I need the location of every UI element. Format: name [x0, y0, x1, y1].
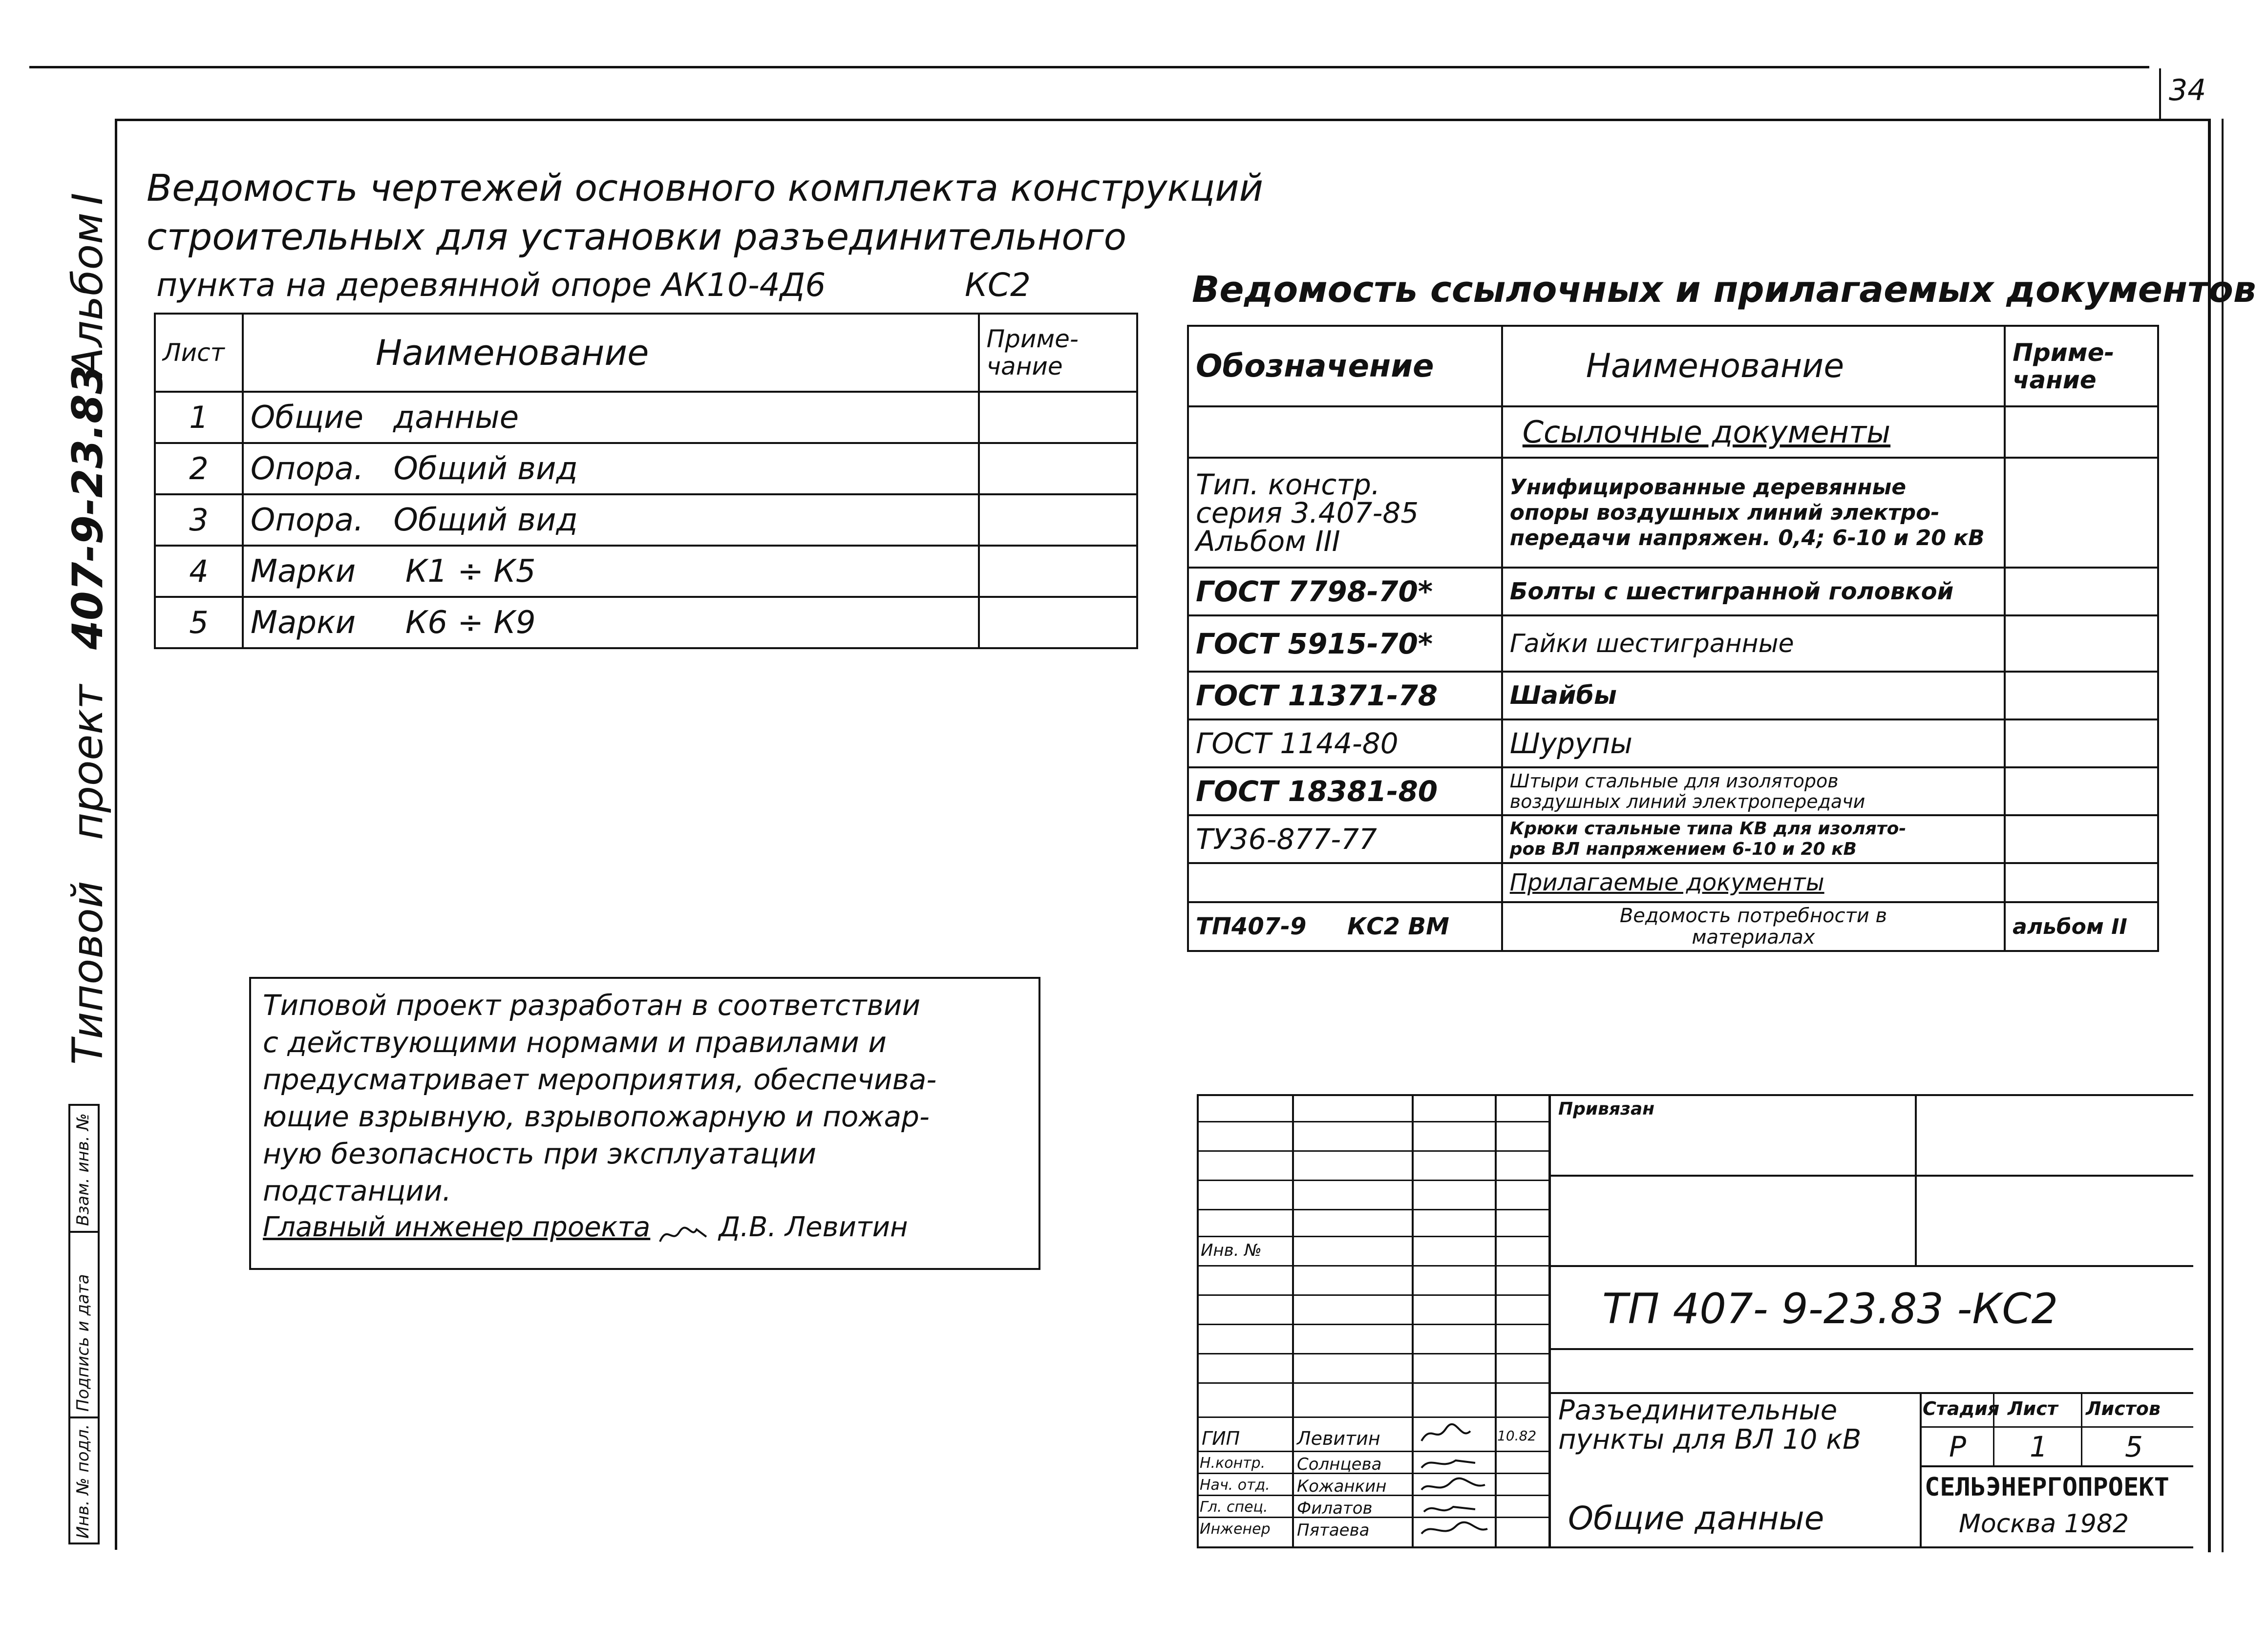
table-row: ТУ36-877-77 Крюки стальные типа КВ для изолято- ров ВЛ напряжением 6-10 и 20 кВ: [1188, 815, 2158, 863]
drawings-title-line3: пункта на деревянной опоре АК10-4Д6: [156, 266, 826, 304]
frame-left: [115, 119, 117, 1550]
drawings-header-note: Приме- чание: [979, 314, 1137, 392]
side-stamp-inv: Инв. № подл.: [73, 1424, 93, 1539]
staff-name: Солнцева: [1297, 1455, 1382, 1474]
sheets-header: Листов: [2086, 1398, 2161, 1419]
privyazan-label: Привязан: [1558, 1099, 1655, 1119]
table-row: ГОСТ 5915-70* Гайки шестигранные: [1188, 615, 2158, 672]
note-line: Типовой проект разработан в соответствии: [263, 989, 921, 1022]
staff-role: Гл. спец.: [1200, 1499, 1268, 1516]
section-ref-label: Ссылочные документы: [1502, 406, 2005, 458]
staff-role: Н.контр.: [1200, 1455, 1266, 1472]
staff-name: Левитин: [1297, 1428, 1380, 1449]
table-row: Тип. констр. серия 3.407-85 Альбом III Унифицированные деревянные опоры воздушных линий электро- передачи напряжен. 0,4; 6-10 и 20 кВ: [1188, 458, 2158, 568]
staff-role: ГИП: [1202, 1428, 1240, 1449]
stage-value: Р: [1949, 1430, 1966, 1463]
drawings-title-line2: строительных для установки разъединительного: [147, 215, 1127, 258]
table-row: ГОСТ 1144-80 Шурупы: [1188, 719, 2158, 767]
table-row: ТП407-9 КС2 ВМ Ведомость потребности в материалах альбом II: [1188, 902, 2158, 951]
side-label-part3: 407-9-23.83: [64, 365, 112, 650]
inv-no-label: Инв. №: [1201, 1241, 1262, 1260]
side-stamp-replace: Взам. инв. №: [73, 1113, 93, 1226]
table-row: 2 Опора. Общий вид: [155, 443, 1137, 494]
references-header-code: Обозначение: [1188, 326, 1502, 406]
page-number-divider: [2159, 68, 2161, 119]
staff-role: Инженер: [1200, 1521, 1271, 1538]
references-title: Ведомость ссылочных и прилагаемых документов: [1192, 269, 2256, 311]
frame-top: [115, 119, 2210, 121]
table-row: ГОСТ 11371-78 Шайбы: [1188, 672, 2158, 719]
city-year: Москва 1982: [1959, 1509, 2129, 1539]
sheet-header: Лист: [2008, 1398, 2058, 1419]
drawings-header-sheet: Лист: [155, 314, 243, 392]
side-label-part5: I: [64, 192, 112, 205]
side-label-part4: Альбом: [64, 212, 112, 376]
side-label-part1: Типовой: [64, 881, 112, 1065]
note-line: подстанции.: [263, 1174, 451, 1207]
note-line: предусматривает мероприятия, обеспечива-: [263, 1063, 937, 1096]
table-row: 5 Марки К6 ÷ К9: [155, 597, 1137, 648]
top-rule: [29, 66, 2149, 68]
sheet-value: 1: [2030, 1430, 2048, 1463]
frame-right-2: [2222, 119, 2224, 1552]
note-box: [249, 977, 1040, 1270]
table-row: 1 Общие данные: [155, 392, 1137, 443]
table-row: ГОСТ 18381-80 Штыри стальные для изоляторов воздушных линий электропередачи: [1188, 767, 2158, 815]
side-stamp-sign: Подпись и дата: [73, 1274, 93, 1412]
staff-date: 10.82: [1497, 1428, 1537, 1444]
table-row: 3 Опора. Общий вид: [155, 494, 1137, 546]
staff-name: Кожанкин: [1297, 1477, 1387, 1496]
signature-mark: [657, 1222, 711, 1247]
chief-engineer-name: Д.В. Левитин: [719, 1211, 908, 1243]
table-row: 4 Марки К1 ÷ К5: [155, 546, 1137, 597]
staff-name: Пятаева: [1297, 1521, 1370, 1540]
section-att-label: Прилагаемые документы: [1502, 863, 2005, 902]
table-row: ГОСТ 7798-70* Болты с шестигранной головкой: [1188, 568, 2158, 615]
chief-engineer-label: Главный инженер проекта: [263, 1211, 651, 1243]
side-label-part2: проект: [64, 684, 112, 840]
note-line: с действующими нормами и правилами и: [263, 1026, 887, 1059]
title-block: [1197, 1094, 2193, 1548]
page-number: 34: [2169, 73, 2206, 107]
staff-name: Филатов: [1297, 1499, 1373, 1518]
object-name: Разъединительные пункты для ВЛ 10 кВ: [1558, 1395, 1862, 1456]
drawings-table: [154, 313, 1138, 649]
staff-signatures: [1417, 1421, 1495, 1543]
note-line: ющие взрывную, взрывопожарную и пожар-: [263, 1100, 930, 1133]
drawings-header-name: Наименование: [243, 314, 979, 392]
drawing-designation: ТП 407- 9-23.83 -КС2: [1602, 1285, 2058, 1333]
note-line: ную безопасность при эксплуатации: [263, 1137, 817, 1170]
organization: СЕЛЬЭНЕРГОПРОЕКТ: [1925, 1473, 2169, 1502]
sheet-title: Общие данные: [1568, 1500, 1824, 1537]
staff-role: Нач. отд.: [1200, 1477, 1270, 1494]
references-header-note: Приме- чание: [2005, 326, 2158, 406]
frame-right: [2208, 119, 2211, 1552]
references-header-name: Наименование: [1502, 326, 2005, 406]
sheets-value: 5: [2125, 1430, 2143, 1463]
drawings-title-code: КС2: [965, 266, 1031, 304]
stage-header: Стадия: [1923, 1398, 2000, 1419]
drawings-title-line1: Ведомость чертежей основного комплекта конструкций: [147, 166, 1263, 210]
references-table: [1187, 325, 2159, 952]
